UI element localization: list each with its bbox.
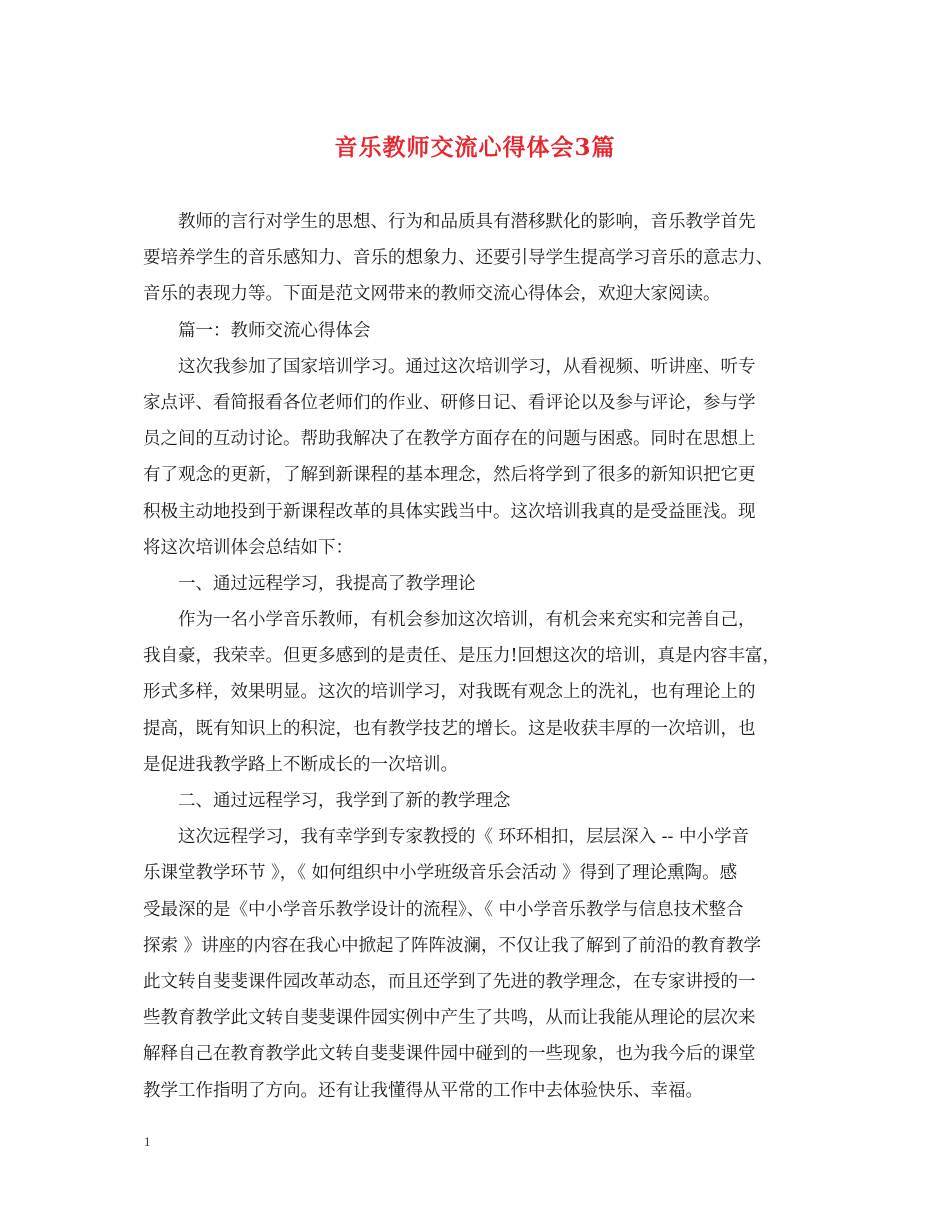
paragraph-line: 受最深的是《中小学音乐教学设计的流程》、《 中小学音乐教学与信息技术整合 [143,899,744,920]
paragraph-line: 这次我参加了国家培训学习。通过这次培训学习，从看视频、听讲座、听专 [178,356,756,377]
section-heading: 一、通过远程学习，我提高了教学理论 [178,573,476,594]
paragraph-line: 解释自己在教育教学此文转自斐斐课件园中碰到的一些现象，也为我今后的课堂 [143,1044,756,1065]
paragraph-line: 我自豪，我荣幸。但更多感到的是责任、是压力!回想这次的培训，真是内容丰富， [143,646,781,667]
paragraph-line: 将这次培训体会总结如下： [143,537,353,558]
document-body [143,204,827,1109]
paragraph-line: 提高，既有知识上的积淀，也有教学技艺的增长。这是收获丰厚的一次培训，也 [143,718,756,739]
page-number: 1 [144,1134,151,1149]
paragraph-line: 积极主动地投到于新课程改革的具体实践当中。这次培训我真的是受益匪浅。现 [143,501,756,522]
section-heading: 二、通过远程学习，我学到了新的教学理念 [178,791,511,811]
paragraph-line: 教师的言行对学生的思想、行为和品质具有潜移默化的影响，音乐教学首先 [178,212,756,232]
paragraph-line: 乐课堂教学环节 》，《 如何组织中小学班级音乐会活动 》得到了理论熏陶。感 [143,863,738,884]
paragraph-line: 是促进我教学路上不断成长的一次培训。 [143,754,458,775]
paragraph-line: 些教育教学此文转自斐斐课件园实例中产生了共鸣，从而让我能从理论的层次来 [143,1008,756,1029]
paragraph-line: 家点评、看简报看各位老师们的作业、研修日记、看评论以及参与评论，参与学 [143,392,756,413]
paragraph-line: 作为一名小学音乐教师，有机会参加这次培训，有机会来充实和完善自己， [178,610,756,631]
paragraph-line: 员之间的互动讨论。帮助我解决了在教学方面存在的问题与困惑。同时在思想上 [143,429,756,450]
paragraph-line: 音乐的表现力等。下面是范文网带来的教师交流心得体会，欢迎大家阅读。 [143,284,721,305]
paragraph-line: 有了观念的更新，了解到新课程的基本理念，然后将学到了很多的新知识把它更 [143,465,756,486]
paragraph-line: 教学工作指明了方向。还有让我懂得从平常的工作中去体验快乐、幸福。 [143,1080,703,1101]
section-heading: 篇一：教师交流心得体会 [178,320,371,341]
paragraph-line: 此文转自斐斐课件园改革动态，而且还学到了先进的教学理念，在专家讲授的一 [143,971,756,992]
paragraph-line: 形式多样，效果明显。这次的培训学习，对我既有观念上的洗礼，也有理论上的 [143,682,756,703]
paragraph-line: 探索 》讲座的内容在我心中掀起了阵阵波澜，不仅让我了解到了前沿的教育教学 [143,935,762,956]
paragraph-line: 这次远程学习，我有幸学到专家教授的《 环环相扣，层层深入 -- 中小学音 [178,827,750,848]
document-title: 音乐教师交流心得体会3篇 [334,134,616,161]
paragraph-line: 要培养学生的音乐感知力、音乐的想象力、还要引导学生提高学习音乐的意志力、 [143,248,773,269]
